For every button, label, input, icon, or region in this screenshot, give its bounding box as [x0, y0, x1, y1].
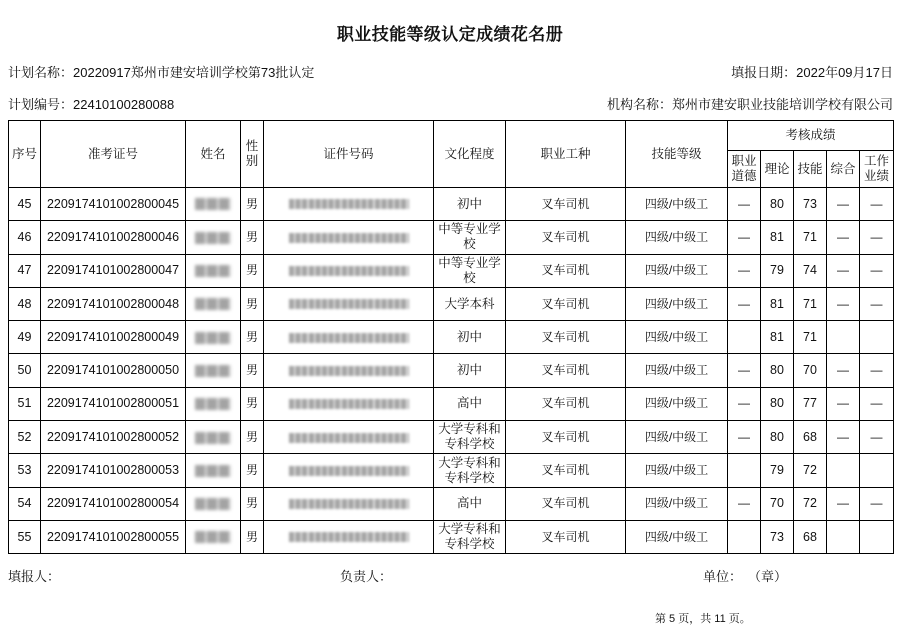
plan-code-label: 计划编号：: [8, 97, 74, 112]
ethics-score-cell: —: [728, 354, 761, 387]
skill-score-cell: 77: [794, 387, 827, 420]
comprehensive-score-cell: —: [827, 188, 860, 221]
name-redacted: [195, 232, 231, 244]
id-no-redacted: [289, 266, 409, 276]
header-gender: 性别: [241, 121, 264, 188]
comprehensive-score-cell: [827, 321, 860, 354]
table-row: [9, 421, 894, 454]
seq-cell: 52: [9, 421, 41, 454]
theory-score-cell: 73: [761, 520, 794, 553]
occupation-cell: 叉车司机: [506, 188, 626, 221]
seq-cell: 53: [9, 454, 41, 487]
name-redacted: [195, 198, 231, 210]
header-theory: 理论: [761, 151, 794, 188]
occupation-cell: 叉车司机: [506, 520, 626, 553]
occupation-cell: 叉车司机: [506, 421, 626, 454]
ethics-score-cell: [728, 520, 761, 553]
skill-level-cell: 四级/中级工: [626, 354, 728, 387]
gender-cell: 男: [241, 520, 264, 553]
skill-level-cell: 四级/中级工: [626, 387, 728, 420]
name-cell: [186, 487, 241, 520]
exam-no-cell: 2209174101002800049: [41, 321, 186, 354]
seq-cell: 49: [9, 321, 41, 354]
ethics-score-cell: —: [728, 487, 761, 520]
id-no-redacted: [289, 299, 409, 309]
roster-body: [9, 188, 894, 554]
seq-cell: 54: [9, 487, 41, 520]
name-cell: [186, 321, 241, 354]
skill-score-cell: 70: [794, 354, 827, 387]
header-skill: 技能: [794, 151, 827, 188]
plan-code-value: 22410100280088: [73, 97, 175, 112]
name-cell: [186, 254, 241, 287]
theory-score-cell: 80: [761, 421, 794, 454]
gender-cell: 男: [241, 454, 264, 487]
skill-score-cell: 73: [794, 188, 827, 221]
seq-cell: 50: [9, 354, 41, 387]
skill-score-cell: 68: [794, 520, 827, 553]
skill-level-cell: 四级/中级工: [626, 321, 728, 354]
name-redacted: [195, 398, 231, 410]
occupation-cell: 叉车司机: [506, 387, 626, 420]
seq-cell: 46: [9, 221, 41, 254]
gender-cell: 男: [241, 254, 264, 287]
performance-score-cell: [860, 454, 894, 487]
seq-cell: 47: [9, 254, 41, 287]
id-no-cell: [264, 387, 434, 420]
gender-cell: 男: [241, 221, 264, 254]
theory-score-cell: 79: [761, 454, 794, 487]
gender-cell: 男: [241, 354, 264, 387]
plan-name-label: 计划名称：: [8, 65, 74, 80]
table-row: [9, 487, 894, 520]
table-row: [9, 520, 894, 553]
header-row-primary: [9, 121, 894, 151]
theory-score-cell: 81: [761, 321, 794, 354]
education-cell: 初中: [434, 354, 506, 387]
skill-level-cell: 四级/中级工: [626, 520, 728, 553]
performance-score-cell: —: [860, 287, 894, 320]
id-no-redacted: [289, 466, 409, 476]
ethics-score-cell: —: [728, 421, 761, 454]
performance-score-cell: —: [860, 487, 894, 520]
id-no-redacted: [289, 532, 409, 542]
exam-no-cell: 2209174101002800046: [41, 221, 186, 254]
comprehensive-score-cell: [827, 454, 860, 487]
header-seq: 序号: [9, 121, 41, 188]
name-cell: [186, 221, 241, 254]
header-occupation: 职业工种: [506, 121, 626, 188]
theory-score-cell: 81: [761, 221, 794, 254]
id-no-redacted: [289, 499, 409, 509]
header-ethics: 职业道德: [728, 151, 761, 188]
table-row: [9, 221, 894, 254]
name-redacted: [195, 265, 231, 277]
ethics-score-cell: —: [728, 188, 761, 221]
gender-cell: 男: [241, 487, 264, 520]
name-cell: [186, 287, 241, 320]
skill-level-cell: 四级/中级工: [626, 254, 728, 287]
education-cell: 高中: [434, 387, 506, 420]
table-row: [9, 387, 894, 420]
roster-table: [8, 120, 894, 554]
gender-cell: 男: [241, 421, 264, 454]
theory-score-cell: 80: [761, 354, 794, 387]
theory-score-cell: 70: [761, 487, 794, 520]
skill-score-cell: 74: [794, 254, 827, 287]
name-redacted: [195, 498, 231, 510]
header-performance: 工作业绩: [860, 151, 894, 188]
exam-no-cell: 2209174101002800051: [41, 387, 186, 420]
seal-label: （章）: [748, 569, 788, 584]
skill-level-cell: 四级/中级工: [626, 454, 728, 487]
exam-no-cell: 2209174101002800048: [41, 287, 186, 320]
comprehensive-score-cell: —: [827, 221, 860, 254]
plan-code-line: [8, 97, 174, 113]
skill-score-cell: 72: [794, 487, 827, 520]
filler-label: 填报人：: [8, 569, 61, 584]
name-cell: [186, 454, 241, 487]
id-no-redacted: [289, 366, 409, 376]
name-redacted: [195, 465, 231, 477]
id-no-redacted: [289, 333, 409, 343]
ethics-score-cell: —: [728, 387, 761, 420]
occupation-cell: 叉车司机: [506, 321, 626, 354]
id-no-cell: [264, 421, 434, 454]
skill-level-cell: 四级/中级工: [626, 287, 728, 320]
skill-score-cell: 71: [794, 321, 827, 354]
name-cell: [186, 354, 241, 387]
ethics-score-cell: [728, 454, 761, 487]
seq-cell: 48: [9, 287, 41, 320]
report-date-line: [731, 65, 893, 81]
id-no-redacted: [289, 199, 409, 209]
education-cell: 中等专业学校: [434, 254, 506, 287]
name-redacted: [195, 298, 231, 310]
skill-level-cell: 四级/中级工: [626, 421, 728, 454]
seq-cell: 55: [9, 520, 41, 553]
seq-cell: 51: [9, 387, 41, 420]
report-date-label: 填报日期：: [731, 65, 797, 80]
education-cell: 大学专科和专科学校: [434, 421, 506, 454]
table-row: [9, 321, 894, 354]
table-row: [9, 454, 894, 487]
skill-score-cell: 71: [794, 287, 827, 320]
performance-score-cell: —: [860, 354, 894, 387]
id-no-cell: [264, 221, 434, 254]
header-id-no: 证件号码: [264, 121, 434, 188]
ethics-score-cell: —: [728, 221, 761, 254]
header-comprehensive: 综合: [827, 151, 860, 188]
theory-score-cell: 81: [761, 287, 794, 320]
occupation-cell: 叉车司机: [506, 254, 626, 287]
comprehensive-score-cell: —: [827, 421, 860, 454]
gender-cell: 男: [241, 287, 264, 320]
theory-score-cell: 80: [761, 188, 794, 221]
exam-no-cell: 2209174101002800050: [41, 354, 186, 387]
id-no-cell: [264, 287, 434, 320]
ethics-score-cell: [728, 321, 761, 354]
gender-cell: 男: [241, 387, 264, 420]
id-no-redacted: [289, 399, 409, 409]
table-row: [9, 188, 894, 221]
comprehensive-score-cell: —: [827, 354, 860, 387]
name-redacted: [195, 531, 231, 543]
table-row: [9, 254, 894, 287]
education-cell: 大学专科和专科学校: [434, 454, 506, 487]
id-no-redacted: [289, 233, 409, 243]
education-cell: 中等专业学校: [434, 221, 506, 254]
exam-no-cell: 2209174101002800045: [41, 188, 186, 221]
id-no-cell: [264, 188, 434, 221]
id-no-redacted: [289, 433, 409, 443]
performance-score-cell: —: [860, 254, 894, 287]
performance-score-cell: —: [860, 221, 894, 254]
plan-name-value: 20220917郑州市建安培训学校第73批认定: [73, 65, 315, 80]
table-row: [9, 354, 894, 387]
performance-score-cell: —: [860, 421, 894, 454]
organization-line: [607, 97, 893, 113]
skill-score-cell: 72: [794, 454, 827, 487]
comprehensive-score-cell: —: [827, 387, 860, 420]
skill-score-cell: 71: [794, 221, 827, 254]
name-cell: [186, 421, 241, 454]
performance-score-cell: —: [860, 188, 894, 221]
header-exam-no: 准考证号: [41, 121, 186, 188]
occupation-cell: 叉车司机: [506, 354, 626, 387]
skill-score-cell: 68: [794, 421, 827, 454]
id-no-cell: [264, 520, 434, 553]
pagination: 第 5 页，共 11 页。: [655, 613, 751, 625]
organization-value: 郑州市建安职业技能培训学校有限公司: [671, 97, 893, 112]
occupation-cell: 叉车司机: [506, 221, 626, 254]
education-cell: 初中: [434, 321, 506, 354]
exam-no-cell: 2209174101002800054: [41, 487, 186, 520]
occupation-cell: 叉车司机: [506, 454, 626, 487]
skill-level-cell: 四级/中级工: [626, 221, 728, 254]
theory-score-cell: 80: [761, 387, 794, 420]
ethics-score-cell: —: [728, 287, 761, 320]
organization-label: 机构名称：: [606, 97, 672, 112]
performance-score-cell: [860, 321, 894, 354]
occupation-cell: 叉车司机: [506, 487, 626, 520]
comprehensive-score-cell: —: [827, 287, 860, 320]
id-no-cell: [264, 454, 434, 487]
education-cell: 高中: [434, 487, 506, 520]
ethics-score-cell: —: [728, 254, 761, 287]
id-no-cell: [264, 354, 434, 387]
header-name: 姓名: [186, 121, 241, 188]
performance-score-cell: —: [860, 387, 894, 420]
name-cell: [186, 387, 241, 420]
table-row: [9, 287, 894, 320]
gender-cell: 男: [241, 321, 264, 354]
id-no-cell: [264, 254, 434, 287]
exam-no-cell: 2209174101002800053: [41, 454, 186, 487]
education-cell: 初中: [434, 188, 506, 221]
theory-score-cell: 79: [761, 254, 794, 287]
report-date-value: 2022年09月17日: [796, 65, 893, 80]
education-cell: 大学专科和专科学校: [434, 520, 506, 553]
header-assessment-scores: 考核成绩: [728, 121, 894, 151]
name-redacted: [195, 332, 231, 344]
skill-level-cell: 四级/中级工: [626, 487, 728, 520]
comprehensive-score-cell: [827, 520, 860, 553]
page-title: 职业技能等级认定成绩花名册: [336, 25, 564, 44]
exam-no-cell: 2209174101002800047: [41, 254, 186, 287]
name-redacted: [195, 365, 231, 377]
performance-score-cell: [860, 520, 894, 553]
responsible-label: 负责人：: [340, 569, 393, 584]
education-cell: 大学本科: [434, 287, 506, 320]
name-redacted: [195, 432, 231, 444]
id-no-cell: [264, 487, 434, 520]
unit-label: 单位：: [703, 569, 743, 584]
header-skill-level: 技能等级: [626, 121, 728, 188]
exam-no-cell: 2209174101002800055: [41, 520, 186, 553]
occupation-cell: 叉车司机: [506, 287, 626, 320]
exam-no-cell: 2209174101002800052: [41, 421, 186, 454]
header-education: 文化程度: [434, 121, 506, 188]
name-cell: [186, 188, 241, 221]
gender-cell: 男: [241, 188, 264, 221]
comprehensive-score-cell: —: [827, 487, 860, 520]
skill-level-cell: 四级/中级工: [626, 188, 728, 221]
name-cell: [186, 520, 241, 553]
seq-cell: 45: [9, 188, 41, 221]
plan-name-line: [8, 65, 314, 81]
id-no-cell: [264, 321, 434, 354]
comprehensive-score-cell: —: [827, 254, 860, 287]
